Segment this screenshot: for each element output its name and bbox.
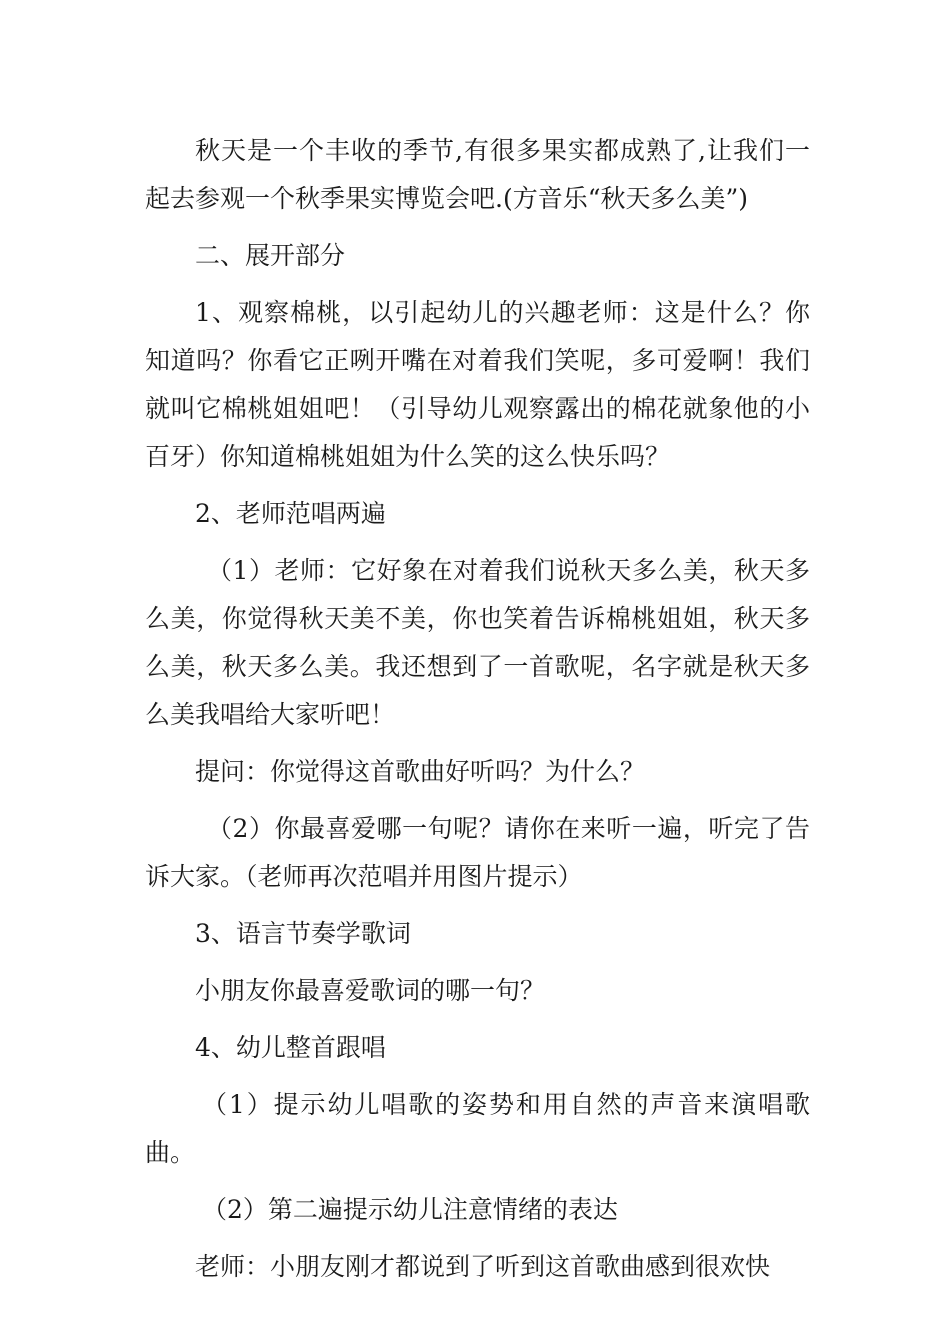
- paragraph-observe-cotton: 1、观察棉桃，以引起幼儿的兴趣老师：这是什么？你知道吗？你看它正咧开嘴在对着我们笑呢，多可爱啊！我们就叫它棉桃姐姐吧！（引导幼儿观察露出的棉花就象他的小百牙）你知道棉桃姐姐为什么笑的这么快乐吗？: [145, 298, 810, 471]
- step-heading-sing-along: 4、幼儿整首跟唱: [195, 1033, 386, 1062]
- step-heading-rhythm: 3、语言节奏学歌词: [195, 919, 411, 948]
- paragraph-question: 提问：你觉得这首歌曲好听吗？为什么？: [195, 757, 646, 786]
- paragraph-teacher-sings-1: （1）老师：它好象在对着我们说秋天多么美，秋天多么美，你觉得秋天美不美，你也笑着告诉棉桃姐姐，秋天多么美，秋天多么美。我还想到了一首歌呢，名字就是秋天多么美我唱给大家听吧！: [145, 556, 810, 729]
- document-body: [145, 127, 810, 1291]
- section-heading-expansion: 二、展开部分: [195, 241, 346, 270]
- paragraph-teacher-sings-2: （2）你最喜爱哪一句呢？请你在来听一遍，听完了告诉大家。（老师再次范唱并用图片提示）: [145, 814, 810, 891]
- paragraph-sing-along-1: （1）提示幼儿唱歌的姿势和用自然的声音来演唱歌曲。: [145, 1090, 810, 1167]
- paragraph-favorite-lyric: 小朋友你最喜爱歌词的哪一句？: [195, 976, 546, 1005]
- paragraph-teacher-closing: 老师：小朋友刚才都说到了听到这首歌曲感到很欢快: [195, 1252, 771, 1281]
- paragraph-intro: 秋天是一个丰收的季节,有很多果实都成熟了,让我们一起去参观一个秋季果实博览会吧.(方音乐“秋天多么美”): [145, 136, 810, 213]
- paragraph-sing-along-2: （2）第二遍提示幼儿注意情绪的表达: [202, 1195, 618, 1224]
- step-heading-teacher-sings: 2、老师范唱两遍: [195, 499, 386, 528]
